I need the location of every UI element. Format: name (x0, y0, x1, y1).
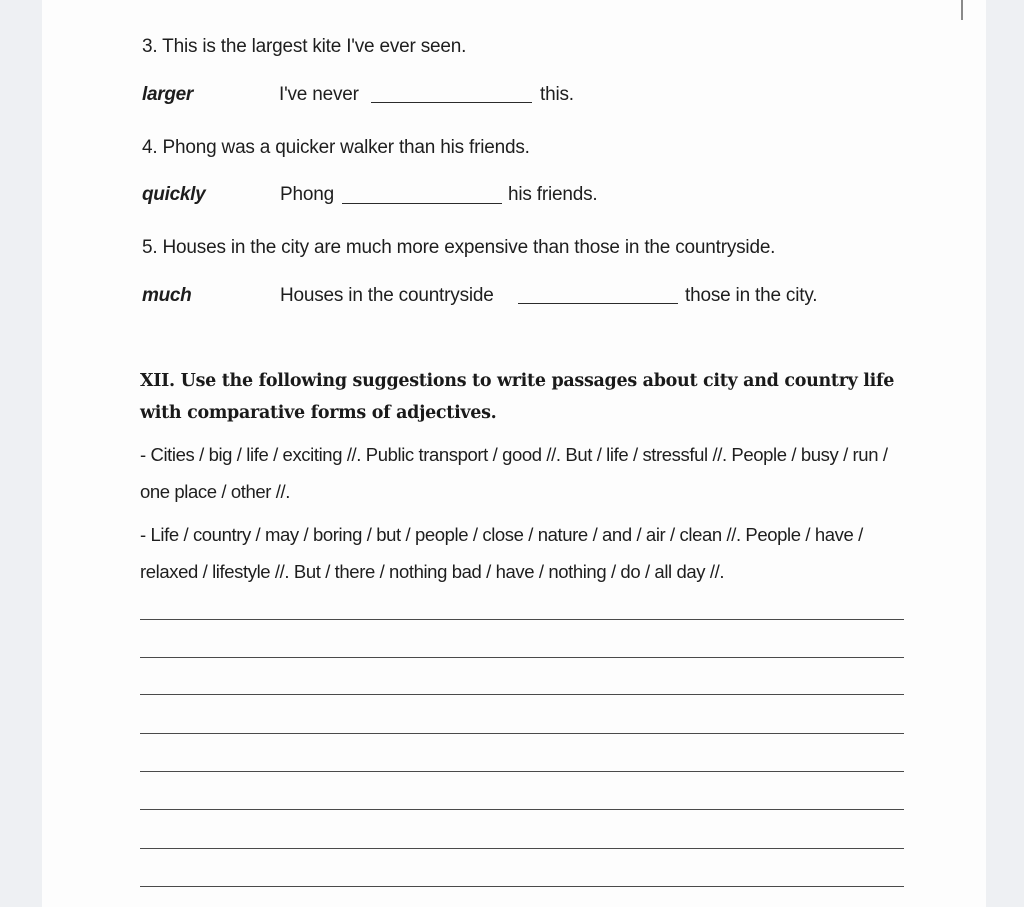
question-5-sentence: 5. Houses in the city are much more expensive than those in the countryside. (142, 237, 776, 258)
prompt-country-life: - Life / country / may / boring / but / people / close / nature / and / air / clean //. People / have / relaxed / lifestyle //. But / there / nothing bad / have / nothing / do / all day //. (140, 524, 863, 582)
prompt-city-life: - Cities / big / life / exciting //. Public transport / good //. But / life / stressful //. People / busy / run / one place / other //. (140, 444, 888, 502)
writing-line-5[interactable] (140, 771, 904, 772)
question-4-suffix: his friends. (508, 184, 598, 205)
page-edge-mark (961, 0, 963, 20)
question-5-suffix: those in the city. (685, 285, 818, 306)
question-3-keyword: larger (142, 84, 194, 105)
question-3-sentence: 3. This is the largest kite I've ever seen. (142, 36, 467, 57)
question-5-keyword: much (142, 285, 192, 306)
writing-line-2[interactable] (140, 657, 904, 658)
writing-line-4[interactable] (140, 733, 904, 734)
writing-line-6[interactable] (140, 809, 904, 810)
question-5-prefix: Houses in the countryside (280, 285, 494, 306)
question-4-prefix: Phong (280, 184, 334, 205)
question-4-sentence: 4. Phong was a quicker walker than his friends. (142, 137, 530, 158)
question-3-suffix: this. (540, 84, 574, 105)
question-5-answer-blank[interactable] (518, 303, 678, 304)
question-3-prefix: I've never (279, 84, 359, 105)
writing-line-8[interactable] (140, 886, 904, 887)
writing-line-1[interactable] (140, 619, 904, 620)
question-4-answer-blank[interactable] (342, 203, 502, 204)
writing-line-3[interactable] (140, 694, 904, 695)
section-xii-title: XII. Use the following suggestions to write passages about city and country life with comparative forms of adjectives. (140, 371, 895, 423)
writing-line-7[interactable] (140, 848, 904, 849)
question-3-answer-blank[interactable] (371, 102, 532, 103)
question-4-keyword: quickly (142, 184, 206, 205)
